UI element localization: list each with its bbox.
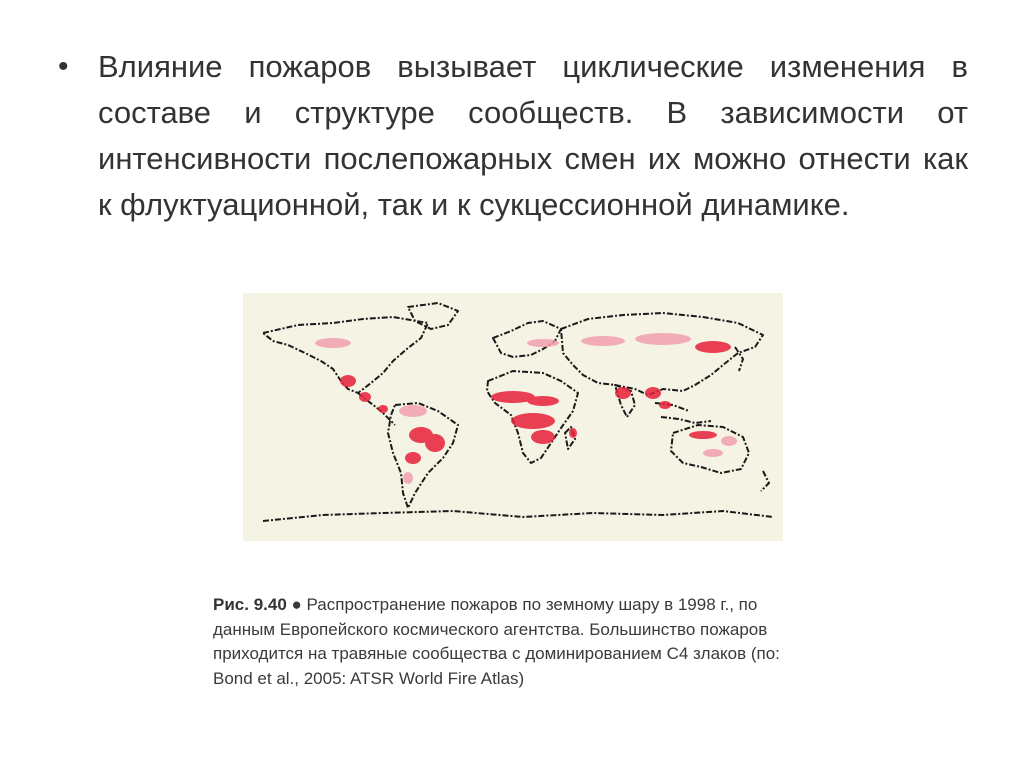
world-map-image xyxy=(243,293,783,541)
figure-number: Рис. 9.40 xyxy=(213,595,287,614)
bullet-text: Влияние пожаров вызывает циклические изменения в составе и структуре сообществ. В зависимости от интенсивности послепожарных смен их можно отнести как к флуктуационной, так и к сукцессионной динамике. xyxy=(98,49,968,222)
caption-text: Распространение пожаров по земному шару в 1998 г., по данным Европейского космического агентства. Большинство пожаров приходится на травяные сообщества с доминированием С4 злаков (по: Bond et al., 2005: ATSR World Fire Atlas) xyxy=(213,595,780,688)
bullet-item xyxy=(58,44,968,228)
world-fire-map xyxy=(243,293,783,541)
bullet-symbol: • xyxy=(58,50,69,83)
caption-separator: ● xyxy=(291,595,302,614)
figure-caption xyxy=(213,593,813,691)
